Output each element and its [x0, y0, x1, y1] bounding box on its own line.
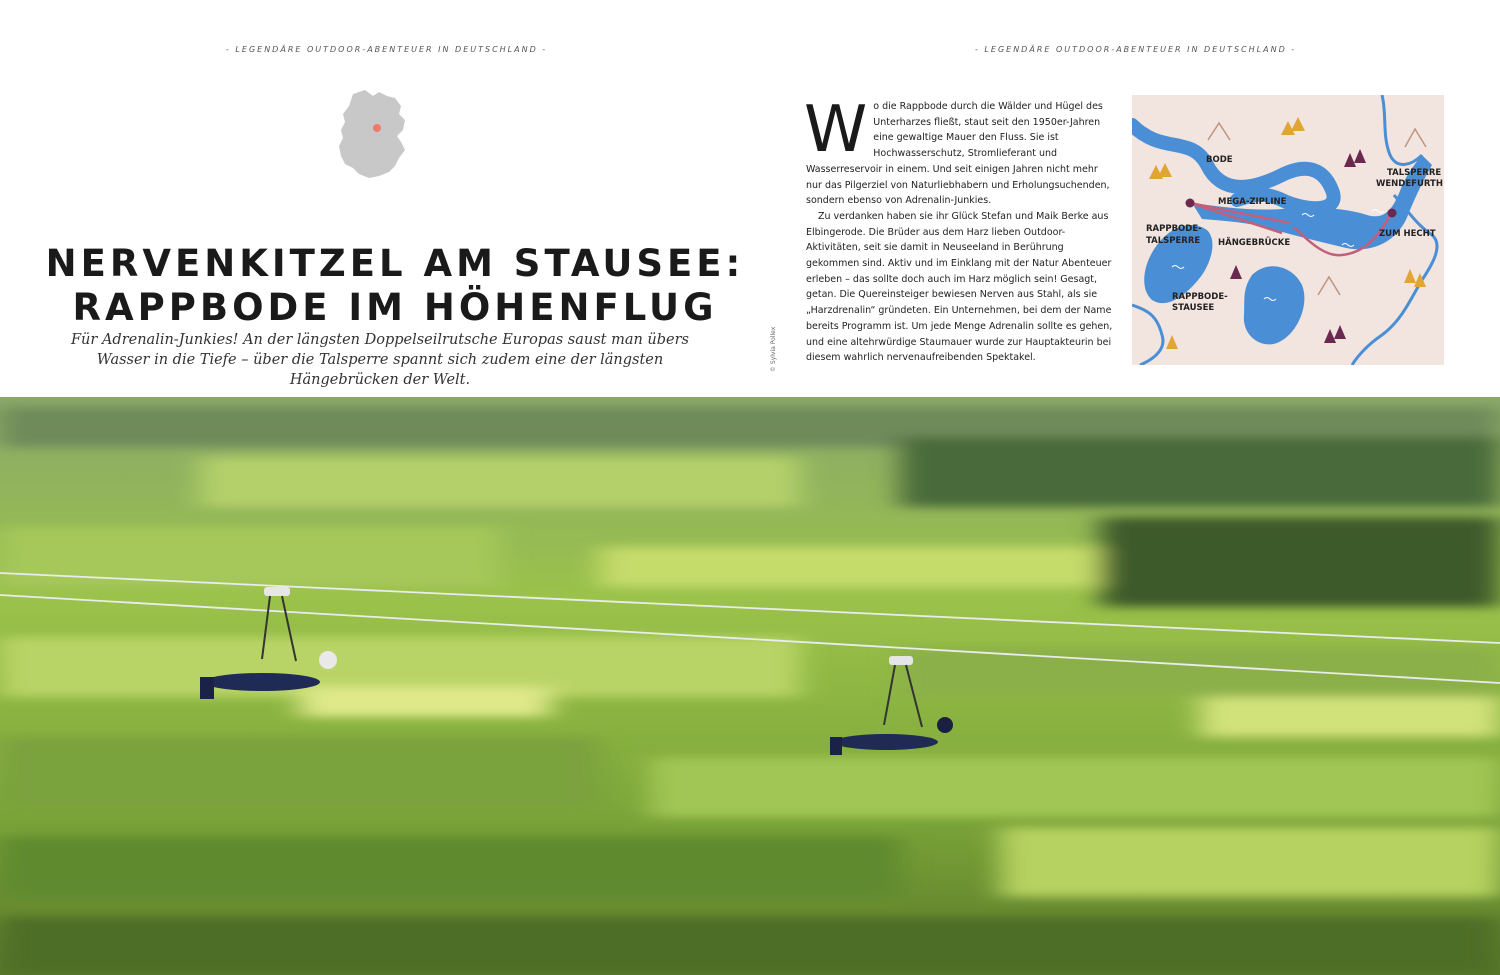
map-label-zum-hecht: ZUM HECHT: [1379, 229, 1436, 239]
germany-locator-map: [335, 88, 415, 183]
headline-line-2: RAPPBODE IM HÖHENFLUG: [72, 286, 718, 329]
article-body: [804, 93, 1115, 366]
map-label-talsperre-wendefurth-2: WENDEFURTH: [1376, 179, 1443, 189]
running-head-right: - LEGENDÄRE OUTDOOR-ABENTEUER IN DEUTSCHLAND -: [975, 45, 1297, 54]
drop-cap: W: [804, 93, 868, 167]
headline-line-1: NERVENKITZEL AM STAUSEE:: [45, 242, 745, 285]
location-dot-icon: [373, 124, 381, 132]
map-label-rappbode-talsperre-2: TALSPERRE: [1146, 236, 1201, 246]
headline: [40, 242, 750, 330]
article-paragraph-1: o die Rappbode durch die Wälder und Hügel des Unterharzes fließt, staut seit den 1950er-Jahren eine gewaltige Mauer den Fluss. Sie ist Hochwasserschutz, Stromlieferant und Wasserreservoir in einem. Und seit einigen Jahren nicht mehr nur das Pilgerziel von Naturliebhabern und Erholungsuchenden, sondern ebenso von Adrenalin-Junkies.: [806, 101, 1110, 207]
start-marker-icon: [1186, 199, 1195, 208]
map-label-bode: BODE: [1206, 155, 1233, 165]
running-head-left: - LEGENDÄRE OUTDOOR-ABENTEUER IN DEUTSCHLAND -: [226, 45, 548, 54]
map-label-talsperre-wendefurth: TALSPERRE: [1387, 168, 1442, 178]
map-label-rappbode-talsperre: RAPPBODE-: [1146, 224, 1202, 234]
zipline-photo: [0, 397, 1500, 975]
germany-outline-icon: [339, 90, 405, 178]
map-label-rappbode-stausee-2: STAUSEE: [1172, 303, 1215, 313]
end-marker-icon: [1388, 209, 1397, 218]
map-label-haengebruecke: HÄNGEBRÜCKE: [1218, 238, 1291, 248]
article-paragraph-2: Zu verdanken haben sie ihr Glück Stefan und Maik Berke aus Elbingerode. Die Brüder aus dem Harz lieben Outdoor-Aktivitäten, seit sie damit in Neuseeland in Berührung gekommen sind. Aktiv und im Einklang mit der Natur Abenteuer erleben – das sollte doch auch im Harz möglich sein! Gesagt, getan. Die Quereinsteiger bewiesen Nerven aus Stahl, als sie „Harzdrenalin“ gründeten. Ein Unternehmen, bei dem der Name bereits Programm ist. Um jede Menge Adrenalin sollte es gehen, und eine altehrwürdige Staumauer wurde zur Hauptakteurin bei diesem wahrlich nervenaufreibenden Spektakel.: [806, 210, 1113, 364]
motion-blurred-forest: [0, 407, 1500, 975]
map-label-mega-zipline: MEGA-ZIPLINE: [1218, 197, 1287, 207]
photo-credit: © Sylvia Pollex: [770, 326, 777, 372]
dek-subtitle: Für Adrenalin-Junkies! An der längsten Doppelseilrutsche Europas saust man übers Wasser in die Tiefe – über die Talsperre spannt sich zudem eine der längsten Hängebrücken der Welt.: [71, 332, 689, 388]
area-map: [1132, 95, 1444, 365]
map-label-rappbode-stausee: RAPPBODE-: [1172, 292, 1228, 302]
